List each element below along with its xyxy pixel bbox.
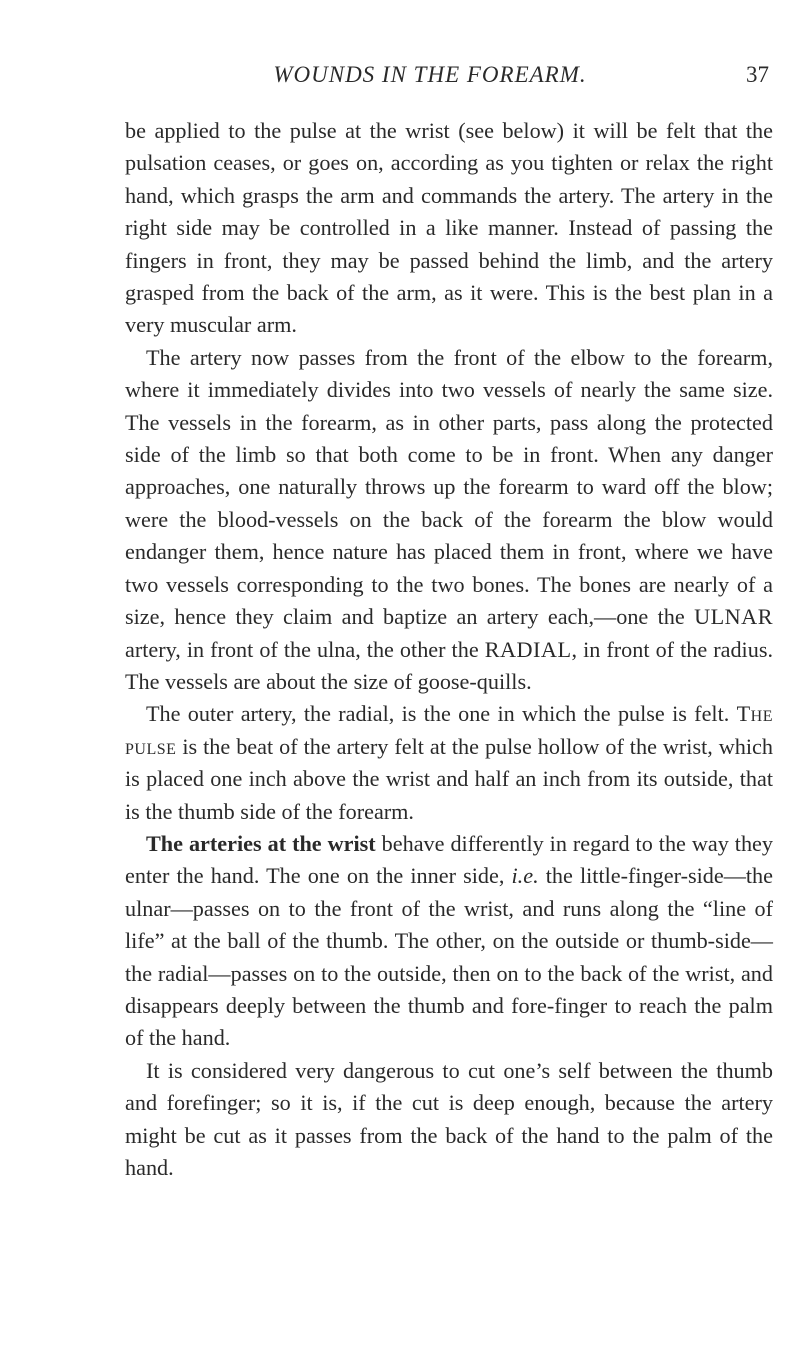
page-number: 37 <box>746 62 769 87</box>
paragraph-forefinger-danger <box>125 1055 773 1185</box>
paragraph-text: the little-finger-side—the ulnar—passes on to the front of the wrist, and runs along the “line of life” at the ball of the thumb. The other, on the outside or thumb-side—the radial—passes on to the outside, then on to the back of the wrist, and disappears deeply between the thumb and fore-finger to reach the palm of the hand. <box>125 863 773 1051</box>
term-the-pulse: The pulse <box>125 701 773 759</box>
term-ulnar: ULNAR <box>694 604 773 630</box>
running-head: WOUNDS IN THE FOREARM. <box>273 62 587 87</box>
paragraph-continued <box>125 115 773 342</box>
term-radial: RADIAL <box>484 636 572 662</box>
page-header <box>125 62 775 98</box>
paragraph-text: , in front of the radius. The vessels are about the size of goose-quills. <box>125 636 773 694</box>
paragraph-text: be applied to the pulse at the wrist (see below) it will be felt that the pulsation ceases, or goes on, according as you tighten or relax the right hand, which grasps the arm and commands the artery. The artery in the right side may be controlled in a like manner. Instead of passing the fingers in front, they may be passed behind the limb, and the artery grasped from the back of the arm, as it were. This is the best plan in a very muscular arm. <box>125 118 773 338</box>
paragraph-text: artery, in front of the ulna, the other the <box>125 636 485 662</box>
paragraph-text: behave differently in regard to the way they enter the hand. The one on the inner side, <box>125 830 773 889</box>
abbrev-ie: i.e. <box>511 863 539 889</box>
paragraph-wrist-arteries <box>125 828 773 1055</box>
paragraph-pulse <box>125 698 773 828</box>
paragraph-text: The outer artery, the radial, is the one in which the pulse is felt. <box>146 701 737 727</box>
paragraph-text: It is considered very dangerous to cut one’s self between the thumb and forefinger; so it is, if the cut is deep enough, because the artery might be cut as it passes from the back of the hand to the palm of the hand. <box>125 1057 773 1180</box>
paragraph-forearm-arteries <box>125 342 773 698</box>
paragraph-text: is the beat of the artery felt at the pulse hollow of the wrist, which is placed one inch above the wrist and half an inch from its outside, that is the thumb side of the forearm. <box>125 733 773 824</box>
paragraph-bold-lead: The arteries at the wrist <box>146 830 376 856</box>
paragraph-text: The artery now passes from the front of the elbow to the forearm, where it immediately divides into two vessels of nearly the same size. The vessels in the forearm, as in other parts, pass along the protected side of the limb so that both come to be in front. When any danger approaches, one naturally throws up the forearm to ward off the blow; were the blood-vessels on the back of the forearm the blow would endanger them, hence nature has placed them in front, where we have two vessels corresponding to the two bones. The bones are nearly of a size, hence they claim and baptize an artery each,—one the <box>125 344 773 630</box>
body-text <box>125 115 773 1184</box>
